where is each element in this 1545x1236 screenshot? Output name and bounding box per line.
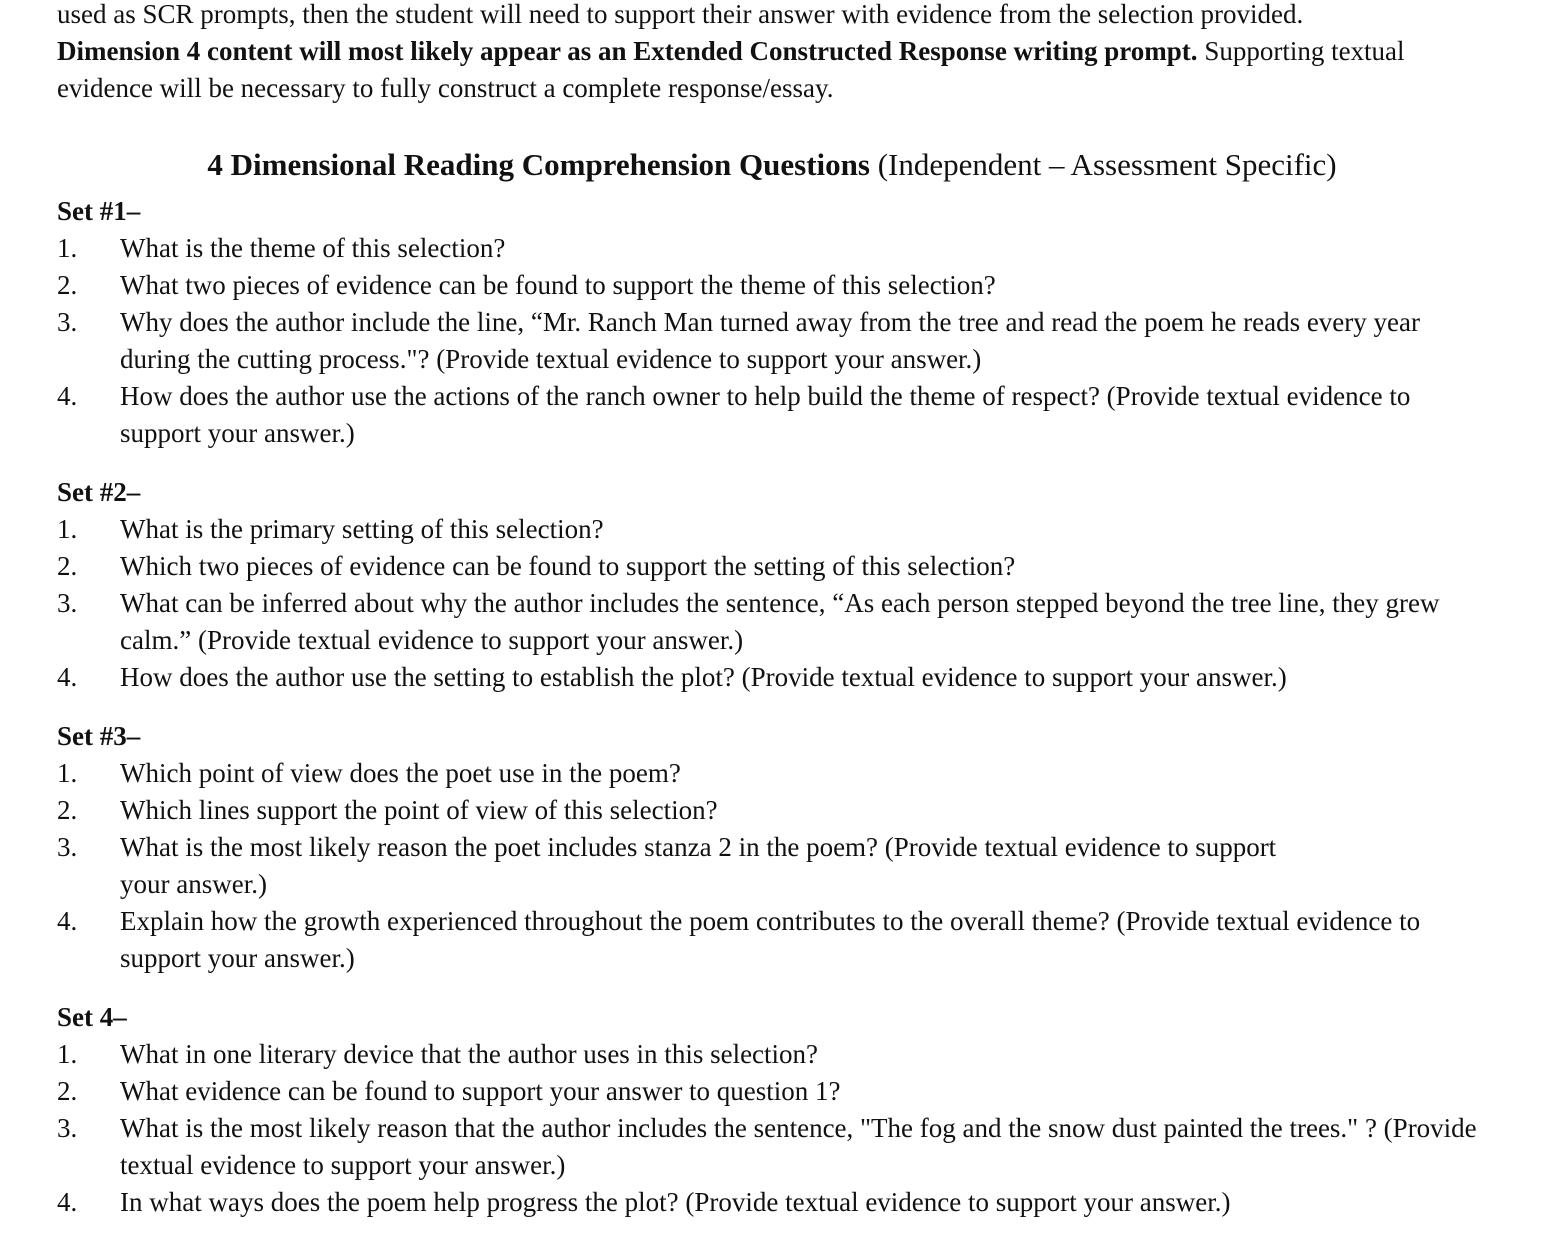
set-title: Set 4– — [57, 1002, 127, 1032]
question-number: 3. — [57, 307, 78, 337]
intro-paragraph — [57, 0, 1497, 107]
question-item — [57, 304, 1497, 378]
question-text: Which two pieces of evidence can be found to support the setting of this selection? — [120, 551, 1016, 581]
question-item — [57, 792, 1497, 829]
question-text: How does the author use the actions of the ranch owner to help build the theme of respect? (Provide textual evidence to support your answer.) — [120, 381, 1411, 448]
question-item — [57, 1036, 1497, 1073]
question-item — [57, 1184, 1497, 1221]
question-number: 3. — [57, 588, 78, 618]
question-text: What two pieces of evidence can be found to support the theme of this selection? — [120, 270, 996, 300]
section-heading-normal: (Independent – Assessment Specific) — [869, 147, 1337, 182]
question-text: What is the most likely reason the poet includes stanza 2 in the poem? (Provide textual evidence to support your answer.) — [120, 832, 1277, 899]
question-set-3 — [57, 718, 1497, 977]
question-number: 4. — [57, 906, 78, 936]
question-number: 2. — [57, 551, 78, 581]
question-number: 3. — [57, 832, 78, 862]
question-item — [57, 548, 1497, 585]
set-title: Set #1– — [57, 196, 141, 226]
question-text: What is the primary setting of this selection? — [120, 514, 604, 544]
question-text: Explain how the growth experienced throughout the poem contributes to the overall theme? (Provide textual evidence to support your answer.) — [120, 906, 1421, 973]
question-text: What can be inferred about why the author includes the sentence, “As each person stepped beyond the tree line, they grew calm.” (Provide textual evidence to support your answer.) — [120, 588, 1440, 655]
question-list — [57, 511, 1497, 696]
intro-line: used as SCR prompts, then the student will need to support their answer with evidence from the selection provided. — [57, 0, 1304, 29]
question-text: In what ways does the poem help progress the plot? (Provide textual evidence to support your answer.) — [120, 1187, 1231, 1217]
question-set-4 — [57, 999, 1497, 1221]
question-item — [57, 230, 1497, 267]
section-heading-bold: 4 Dimensional Reading Comprehension Questions — [207, 147, 870, 182]
question-item — [57, 659, 1497, 696]
set-title: Set #2– — [57, 477, 141, 507]
question-number: 4. — [57, 662, 78, 692]
question-item — [57, 267, 1497, 304]
intro-bold-sentence: Dimension 4 content will most likely appear as an Extended Constructed Response writing prompt. — [57, 36, 1198, 66]
question-list — [57, 1036, 1497, 1221]
question-text: What is the most likely reason that the author includes the sentence, "The fog and the snow dust painted the trees." ? (Provide textual evidence to support your answer.) — [120, 1113, 1477, 1180]
intro-dimension-4-paragraph — [57, 33, 1497, 107]
question-text: Which point of view does the poet use in the poem? — [120, 758, 681, 788]
question-number: 1. — [57, 758, 78, 788]
question-number: 2. — [57, 270, 78, 300]
question-text: What in one literary device that the author uses in this selection? — [120, 1039, 819, 1069]
question-text: Which lines support the point of view of this selection? — [120, 795, 718, 825]
question-item — [57, 511, 1497, 548]
question-text: What is the theme of this selection? — [120, 233, 506, 263]
question-list — [57, 230, 1497, 452]
question-text: Why does the author include the line, “Mr. Ranch Man turned away from the tree and read the poem he reads every year during the cutting process."? (Provide textual evidence to support your answer.) — [120, 307, 1420, 374]
question-number: 4. — [57, 381, 78, 411]
question-number: 2. — [57, 795, 78, 825]
question-number: 1. — [57, 514, 78, 544]
question-set-2 — [57, 474, 1497, 696]
question-item — [57, 1110, 1497, 1184]
question-number: 1. — [57, 1039, 78, 1069]
question-item — [57, 755, 1497, 792]
question-text: What evidence can be found to support your answer to question 1? — [120, 1076, 841, 1106]
question-item — [57, 1073, 1497, 1110]
question-number: 1. — [57, 233, 78, 263]
question-text: How does the author use the setting to establish the plot? (Provide textual evidence to support your answer.) — [120, 662, 1287, 692]
question-item — [57, 903, 1497, 977]
intro-rest-sentence: Supporting textual evidence will be necessary to fully construct a complete response/essay. — [57, 36, 1405, 103]
question-item — [57, 829, 1497, 903]
set-title: Set #3– — [57, 721, 141, 751]
document-page — [57, 0, 1497, 1221]
question-item — [57, 585, 1497, 659]
question-number: 3. — [57, 1113, 78, 1143]
question-number: 2. — [57, 1076, 78, 1106]
question-list — [57, 755, 1497, 977]
section-heading — [57, 145, 1487, 185]
question-set-1 — [57, 193, 1497, 452]
question-item — [57, 378, 1497, 452]
question-number: 4. — [57, 1187, 78, 1217]
